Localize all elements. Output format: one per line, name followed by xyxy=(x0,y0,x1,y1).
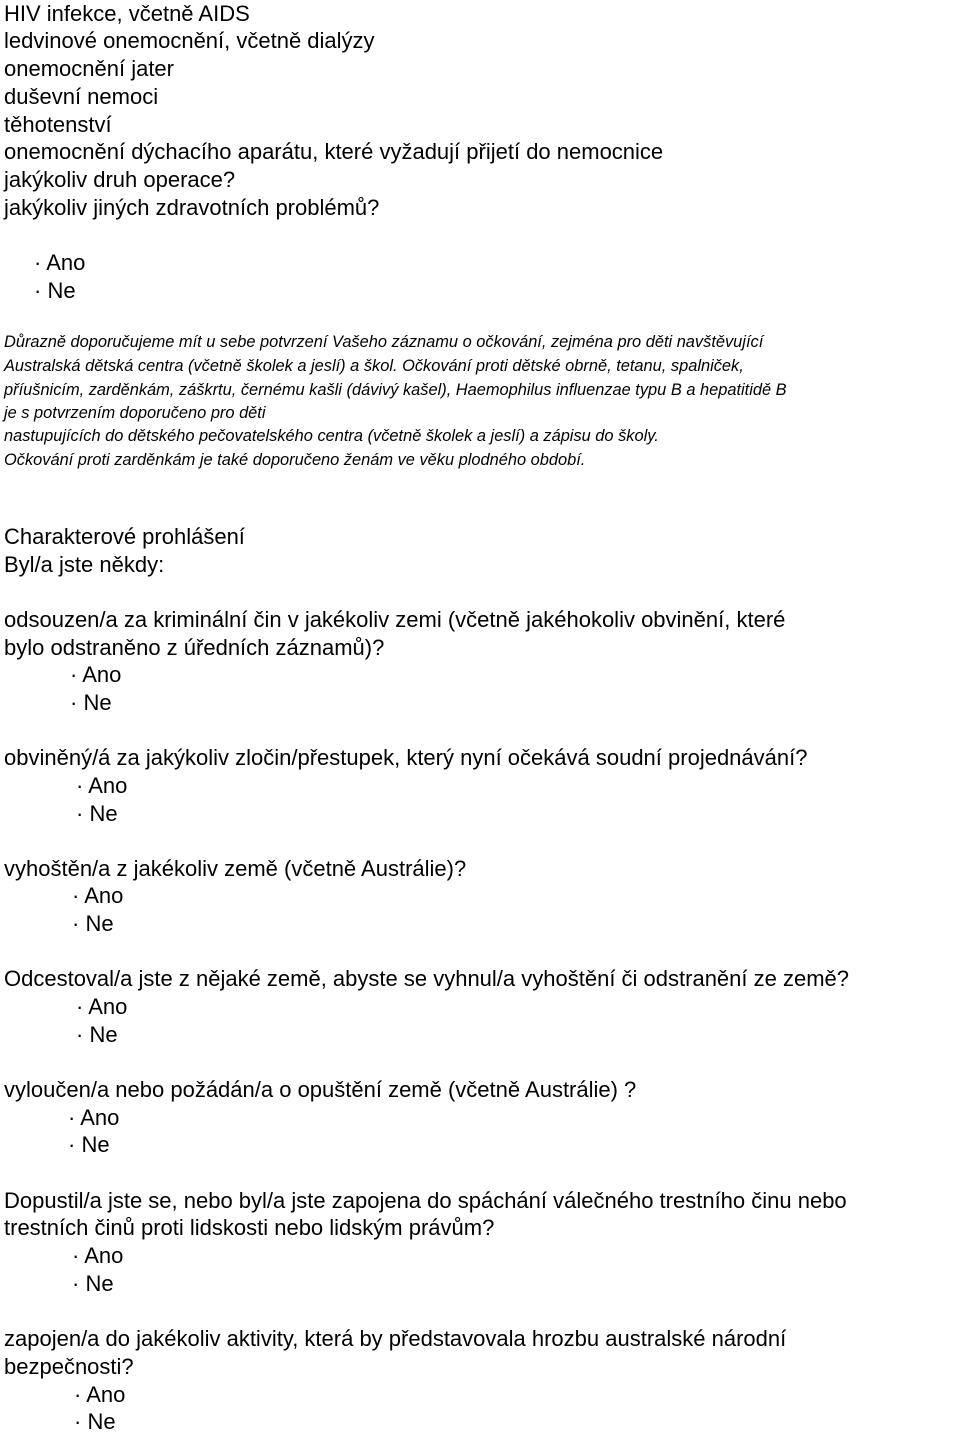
question-text: Dopustil/a jste se, nebo byl/a jste zapojena do spáchání válečného trestního činu nebo xyxy=(4,1188,847,1213)
vaccination-note-line: je s potvrzením doporučeno pro děti xyxy=(4,404,266,422)
option-no[interactable]: · Ne xyxy=(76,801,118,826)
option-no[interactable]: · Ne xyxy=(72,1271,114,1296)
vaccination-note-line: Důrazně doporučujeme mít u sebe potvrzení Vašeho záznamu o očkování, zejména pro děti navštěvující xyxy=(4,333,764,351)
vaccination-note-segment: Australská dětská centra (včetně školek a jeslí) a škol. xyxy=(4,357,398,375)
question-text: vyhoštěn/a z jakékoliv země (včetně Austrálie)? xyxy=(4,856,467,881)
condition-hiv: HIV infekce, včetně AIDS xyxy=(4,1,250,26)
character-heading: Charakterové prohlášení xyxy=(4,524,245,549)
vaccination-note-line: příušnicím, zarděnkám, záškrtu, černému kašli (dávivý kašel), Haemophilus influenzae typu B a hepatitidě B xyxy=(4,381,787,399)
question-text: bylo odstraněno z úředních záznamů)? xyxy=(4,635,385,660)
option-yes[interactable]: · Ano xyxy=(72,883,124,908)
question-text: zapojen/a do jakékoliv aktivity, která by představovala hrozbu australské národní xyxy=(4,1326,787,1351)
option-yes[interactable]: · Ano xyxy=(76,994,128,1019)
vaccination-note-line xyxy=(4,355,744,377)
option-no[interactable]: · Ne xyxy=(70,690,112,715)
option-no[interactable]: · Ne xyxy=(68,1132,110,1157)
question-text: bezpečnosti? xyxy=(4,1354,134,1379)
question-text: obviněný/á za jakýkoliv zločin/přestupek, který nyní očekává soudní projednávání? xyxy=(4,745,808,770)
question-text: vyloučen/a nebo požádán/a o opuštění země (včetně Austrálie) ? xyxy=(4,1077,637,1102)
condition-surgery: jakýkoliv druh operace? xyxy=(4,167,236,192)
option-yes[interactable]: · Ano xyxy=(72,1243,124,1268)
character-subheading: Byl/a jste někdy: xyxy=(4,552,165,577)
question-text: odsouzen/a za kriminální čin v jakékoliv zemi (včetně jakéhokoliv obvinění, které xyxy=(4,607,786,632)
question-text: trestních činů proti lidskosti nebo lidským právům? xyxy=(4,1215,495,1240)
health-option-yes[interactable]: · Ano xyxy=(34,250,86,275)
vaccination-note-line: nastupujících do dětského pečovatelského centra (včetně školek a jeslí) a zápisu do školy. xyxy=(4,427,659,445)
vaccination-note-line: Očkování proti zarděnkám je také doporučeno ženám ve věku plodného období. xyxy=(4,451,586,469)
option-yes[interactable]: · Ano xyxy=(74,1382,126,1407)
option-yes[interactable]: · Ano xyxy=(70,662,122,687)
option-no[interactable]: · Ne xyxy=(74,1409,116,1434)
question-text: Odcestoval/a jste z nějaké země, abyste se vyhnul/a vyhoštění či odstranění ze země? xyxy=(4,966,850,991)
condition-respiratory: onemocnění dýchacího aparátu, které vyžadují přijetí do nemocnice xyxy=(4,139,664,164)
option-yes[interactable]: · Ano xyxy=(68,1105,120,1130)
health-option-no[interactable]: · Ne xyxy=(34,278,76,303)
condition-liver: onemocnění jater xyxy=(4,56,174,81)
option-no[interactable]: · Ne xyxy=(72,911,114,936)
option-yes[interactable]: · Ano xyxy=(76,773,128,798)
condition-kidney: ledvinové onemocnění, včetně dialýzy xyxy=(4,28,375,53)
condition-mental: duševní nemoci xyxy=(4,84,159,109)
vaccination-note-segment: Očkování proti dětské obrně, tetanu, spalniček, xyxy=(402,357,744,375)
condition-other: jakýkoliv jiných zdravotních problémů? xyxy=(4,195,380,220)
condition-pregnancy: těhotenství xyxy=(4,112,112,137)
option-no[interactable]: · Ne xyxy=(76,1022,118,1047)
